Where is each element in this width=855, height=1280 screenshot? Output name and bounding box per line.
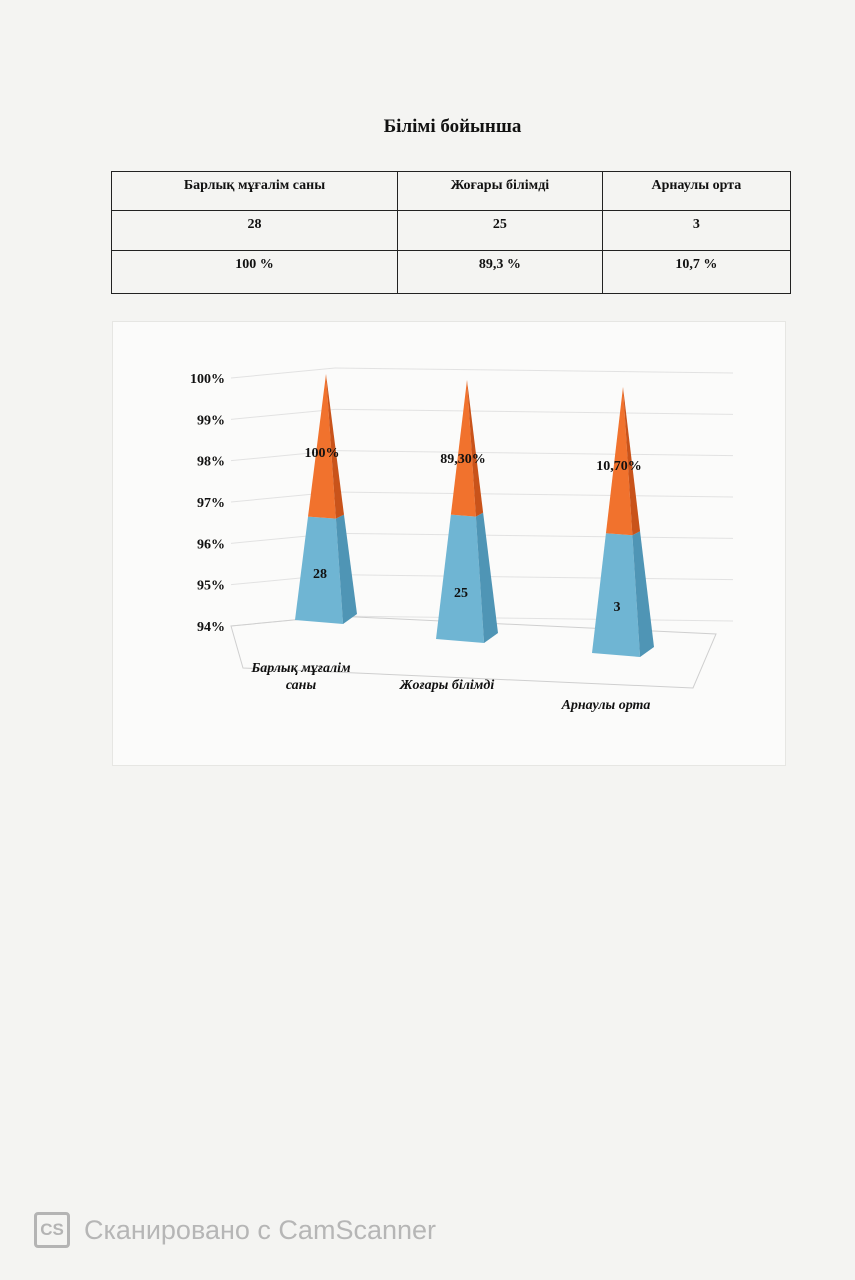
count-data-label: 25 [454,586,468,601]
count-data-label: 3 [613,600,621,615]
table-row [112,251,791,294]
header-total-teachers: Барлық мұғалім саны [112,172,398,211]
y-tick-label: 98% [197,454,225,470]
gridline [335,492,733,497]
y-tick-label: 95% [197,578,225,594]
header-special-secondary: Арнаулы орта [602,172,790,211]
table-cell: 89,3 % [398,251,603,294]
y-tick-label: 96% [197,537,225,553]
y-tick-label: 97% [197,496,225,511]
gridline [335,368,733,373]
table-cell: 28 [112,211,398,251]
table-row [112,211,791,251]
category-label: саны [285,678,317,693]
page-title: Білімі бойынша [383,116,522,137]
education-table [111,171,791,294]
scanner-text: Сканировано с CamScanner [84,1214,437,1245]
camscanner-logo: CS [34,1212,70,1248]
gridline [335,575,733,580]
gridline [335,409,733,414]
gridline [335,533,733,538]
gridline [231,368,335,378]
scanner-watermark [34,1212,436,1248]
table-cell: 10,7 % [602,251,790,294]
chart-svg [113,322,785,765]
category-label: Барлық мұғалім [251,661,351,676]
header-higher-education: Жоғары білімді [398,172,603,211]
percent-data-label: 10,70% [596,459,642,474]
table-header-row [112,172,791,211]
table-cell: 3 [602,211,790,251]
category-label: Арнаулы орта [561,698,651,713]
gridline [335,451,733,456]
y-tick-label: 94% [197,620,225,635]
percent-data-label: 100% [304,446,340,461]
percent-data-label: 89,30% [440,452,486,467]
y-tick-label: 99% [197,413,225,429]
pyramid-lower-segment [436,515,484,643]
count-data-label: 28 [313,567,327,582]
y-tick-label: 100% [190,372,225,387]
category-label: Жоғары білімді [399,678,495,693]
table-cell: 100 % [112,251,398,294]
gridline [231,409,335,419]
table-cell: 25 [398,211,603,251]
pyramid-lower-segment [592,533,640,657]
education-chart [112,321,786,766]
